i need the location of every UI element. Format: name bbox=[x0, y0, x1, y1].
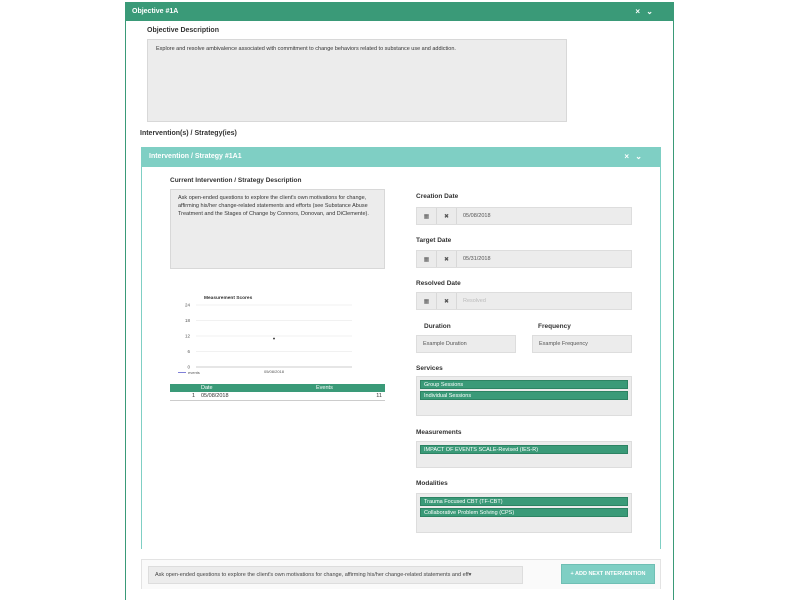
calendar-icon[interactable]: ▦ bbox=[417, 293, 437, 309]
measurement-table bbox=[170, 384, 385, 401]
resolved-date-input[interactable]: Resolved bbox=[463, 298, 486, 304]
objective-description-label: Objective Description bbox=[147, 27, 219, 34]
y-tick-label: 24 bbox=[184, 302, 190, 308]
table-cell-index: 1 bbox=[170, 392, 198, 401]
modality-tag[interactable]: Trauma Focused CBT (TF-CBT) bbox=[420, 497, 628, 506]
intervention-title: Intervention / Strategy #1A1 bbox=[149, 153, 242, 160]
measurement-chart bbox=[170, 285, 385, 375]
resolved-date-field bbox=[416, 292, 632, 310]
chevron-down-icon[interactable]: ⌄ bbox=[646, 7, 653, 16]
y-tick-label: 12 bbox=[184, 333, 190, 339]
data-point bbox=[273, 338, 275, 340]
target-date-field bbox=[416, 250, 632, 268]
duration-field[interactable]: Example Duration bbox=[416, 335, 516, 353]
measurements-list[interactable] bbox=[416, 441, 632, 468]
resolved-date-label: Resolved Date bbox=[416, 280, 461, 287]
close-icon[interactable]: × bbox=[624, 152, 630, 161]
y-tick-label: 6 bbox=[187, 349, 190, 355]
clear-icon[interactable]: ✖ bbox=[437, 208, 457, 224]
clear-icon[interactable]: ✖ bbox=[437, 293, 457, 309]
y-tick-label: 0 bbox=[187, 364, 190, 370]
measurement-chart-svg bbox=[170, 285, 385, 375]
legend-label: events bbox=[188, 370, 200, 375]
frequency-field[interactable]: Example Frequency bbox=[532, 335, 632, 353]
table-cell-events: 11 bbox=[313, 392, 385, 401]
calendar-icon[interactable]: ▦ bbox=[417, 208, 437, 224]
table-row bbox=[170, 392, 385, 401]
objective-panel bbox=[125, 2, 674, 600]
clear-icon[interactable]: ✖ bbox=[437, 251, 457, 267]
table-header-index bbox=[170, 384, 198, 392]
service-tag[interactable]: Individual Sessions bbox=[420, 391, 628, 400]
current-intervention-label: Current Intervention / Strategy Description bbox=[170, 177, 302, 184]
intervention-panel bbox=[141, 147, 661, 549]
measurements-label: Measurements bbox=[416, 429, 462, 436]
services-label: Services bbox=[416, 365, 443, 372]
intervention-header[interactable] bbox=[142, 147, 660, 167]
table-header-events: Events bbox=[313, 384, 385, 392]
table-cell-date: 05/08/2018 bbox=[198, 392, 313, 401]
chevron-down-icon[interactable]: ⌄ bbox=[635, 152, 642, 161]
next-intervention-select[interactable]: Ask open-ended questions to explore the client's own motivations for change, affirming his/her change-related statements and eff▾ bbox=[148, 566, 523, 584]
next-intervention-row bbox=[141, 559, 661, 589]
objective-description-field[interactable]: Explore and resolve ambivalence associated with commitment to change behaviors related to substance use and addiction. bbox=[147, 39, 567, 122]
target-date-label: Target Date bbox=[416, 237, 452, 244]
creation-date-input[interactable]: 05/08/2018 bbox=[463, 213, 491, 219]
measurement-tag[interactable]: IMPACT OF EVENTS SCALE-Revised (IES-R) bbox=[420, 445, 628, 454]
y-tick-label: 18 bbox=[184, 318, 190, 324]
x-tick-label: 05/08/2018 bbox=[263, 369, 285, 374]
close-icon[interactable]: × bbox=[635, 7, 641, 16]
duration-label: Duration bbox=[424, 323, 451, 330]
service-tag[interactable]: Group Sessions bbox=[420, 380, 628, 389]
table-header-date: Date bbox=[198, 384, 313, 392]
interventions-label: Intervention(s) / Strategy(ies) bbox=[140, 130, 237, 137]
target-date-input[interactable]: 05/31/2018 bbox=[463, 256, 491, 262]
modality-tag[interactable]: Collaborative Problem Solving (CPS) bbox=[420, 508, 628, 517]
frequency-label: Frequency bbox=[538, 323, 571, 330]
objective-header[interactable] bbox=[126, 3, 673, 21]
creation-date-field bbox=[416, 207, 632, 225]
services-list[interactable] bbox=[416, 376, 632, 416]
modalities-list[interactable] bbox=[416, 493, 632, 533]
objective-title: Objective #1A bbox=[132, 8, 179, 15]
creation-date-label: Creation Date bbox=[416, 193, 459, 200]
chart-title: Measurement Scores bbox=[204, 296, 253, 301]
current-intervention-field[interactable]: Ask open-ended questions to explore the client's own motivations for change, affirming his/her change-related statements and efforts (see Substance Abuse Treatment and the Stages of Change by Connors, Donovan, and DiClemente). bbox=[170, 189, 385, 269]
modalities-label: Modalities bbox=[416, 480, 448, 487]
calendar-icon[interactable]: ▦ bbox=[417, 251, 437, 267]
add-next-intervention-button[interactable]: + ADD NEXT INTERVENTION bbox=[561, 564, 655, 584]
